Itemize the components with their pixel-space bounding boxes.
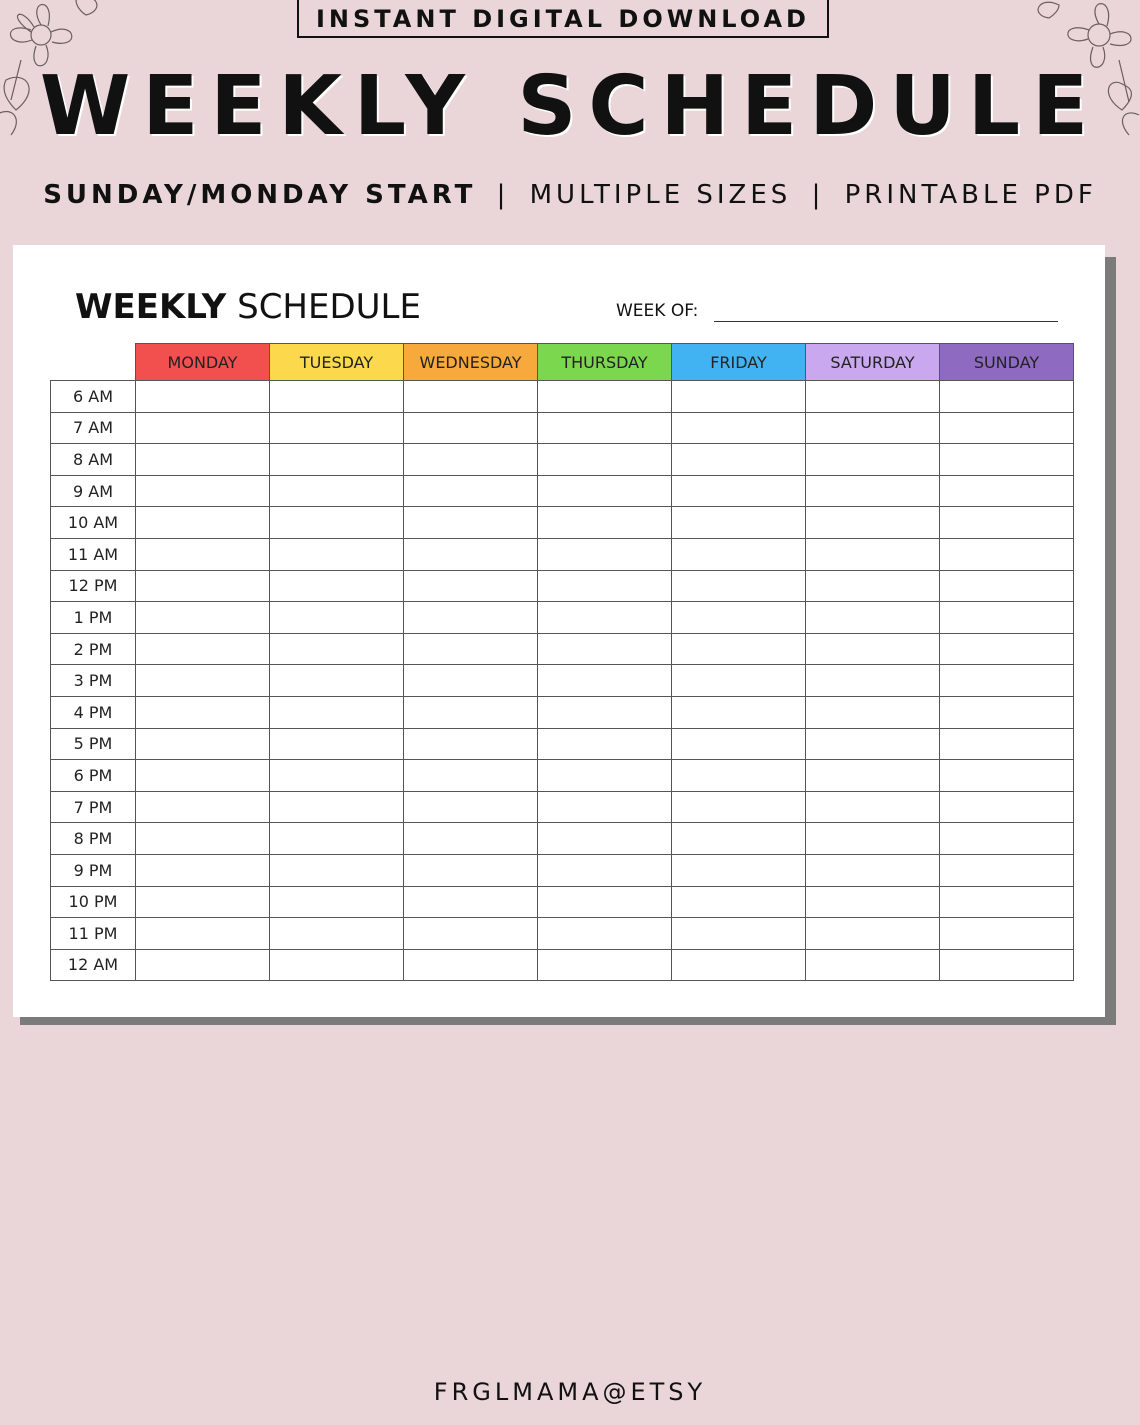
schedule-cell bbox=[404, 412, 538, 444]
schedule-cell bbox=[270, 538, 404, 570]
schedule-cell bbox=[270, 854, 404, 886]
schedule-cell bbox=[672, 538, 806, 570]
schedule-cell bbox=[538, 886, 672, 918]
schedule-cell bbox=[270, 823, 404, 855]
schedule-cell bbox=[940, 602, 1074, 634]
schedule-cell bbox=[940, 444, 1074, 476]
schedule-cell bbox=[270, 886, 404, 918]
schedule-cell bbox=[404, 381, 538, 413]
schedule-cell bbox=[672, 918, 806, 950]
schedule-cell bbox=[136, 507, 270, 539]
day-header-row bbox=[51, 344, 1074, 381]
schedule-cell bbox=[672, 854, 806, 886]
schedule-cell bbox=[940, 381, 1074, 413]
time-row bbox=[51, 760, 1074, 792]
schedule-cell bbox=[806, 633, 940, 665]
schedule-cell bbox=[672, 602, 806, 634]
schedule-grid bbox=[50, 343, 1074, 981]
time-row bbox=[51, 886, 1074, 918]
time-row bbox=[51, 728, 1074, 760]
schedule-cell bbox=[940, 760, 1074, 792]
time-label: 12 PM bbox=[51, 570, 136, 602]
schedule-cell bbox=[404, 791, 538, 823]
schedule-cell bbox=[538, 918, 672, 950]
schedule-cell bbox=[270, 602, 404, 634]
schedule-cell bbox=[538, 381, 672, 413]
schedule-cell bbox=[806, 538, 940, 570]
schedule-cell bbox=[806, 854, 940, 886]
schedule-cell bbox=[538, 854, 672, 886]
schedule-cell bbox=[136, 570, 270, 602]
schedule-cell bbox=[270, 949, 404, 981]
time-label: 5 PM bbox=[51, 728, 136, 760]
schedule-cell bbox=[270, 475, 404, 507]
schedule-cell bbox=[538, 823, 672, 855]
schedule-cell bbox=[672, 507, 806, 539]
schedule-cell bbox=[940, 665, 1074, 697]
time-row bbox=[51, 570, 1074, 602]
schedule-cell bbox=[940, 918, 1074, 950]
time-label: 9 AM bbox=[51, 475, 136, 507]
schedule-cell bbox=[940, 728, 1074, 760]
time-row bbox=[51, 475, 1074, 507]
schedule-cell bbox=[404, 854, 538, 886]
schedule-cell bbox=[806, 381, 940, 413]
week-of-label: WEEK OF: bbox=[616, 301, 699, 321]
schedule-cell bbox=[270, 696, 404, 728]
schedule-cell bbox=[806, 918, 940, 950]
schedule-cell bbox=[806, 886, 940, 918]
schedule-cell bbox=[806, 665, 940, 697]
schedule-cell bbox=[538, 633, 672, 665]
schedule-cell bbox=[538, 728, 672, 760]
schedule-cell bbox=[806, 444, 940, 476]
schedule-cell bbox=[672, 570, 806, 602]
schedule-grid-body bbox=[51, 381, 1074, 981]
schedule-cell bbox=[672, 444, 806, 476]
schedule-cell bbox=[806, 949, 940, 981]
schedule-cell bbox=[136, 886, 270, 918]
time-label: 8 PM bbox=[51, 823, 136, 855]
schedule-sheet bbox=[13, 245, 1105, 1017]
week-of-line bbox=[714, 321, 1058, 322]
schedule-cell bbox=[940, 886, 1074, 918]
schedule-cell bbox=[672, 949, 806, 981]
schedule-cell bbox=[538, 570, 672, 602]
time-row bbox=[51, 791, 1074, 823]
time-row bbox=[51, 507, 1074, 539]
time-row bbox=[51, 918, 1074, 950]
subtitle-format: PRINTABLE PDF bbox=[844, 180, 1097, 210]
schedule-cell bbox=[538, 475, 672, 507]
schedule-cell bbox=[538, 696, 672, 728]
schedule-cell bbox=[404, 538, 538, 570]
schedule-cell bbox=[806, 412, 940, 444]
schedule-cell bbox=[672, 886, 806, 918]
day-header-monday: MONDAY bbox=[136, 344, 270, 381]
schedule-cell bbox=[270, 570, 404, 602]
schedule-cell bbox=[806, 791, 940, 823]
schedule-cell bbox=[404, 696, 538, 728]
schedule-cell bbox=[136, 854, 270, 886]
schedule-cell bbox=[404, 665, 538, 697]
time-row bbox=[51, 665, 1074, 697]
schedule-cell bbox=[940, 823, 1074, 855]
banner-text: INSTANT DIGITAL DOWNLOAD bbox=[316, 5, 810, 33]
schedule-cell bbox=[806, 602, 940, 634]
time-label: 12 AM bbox=[51, 949, 136, 981]
schedule-cell bbox=[940, 412, 1074, 444]
time-row bbox=[51, 854, 1074, 886]
schedule-cell bbox=[404, 823, 538, 855]
time-row bbox=[51, 949, 1074, 981]
schedule-cell bbox=[538, 507, 672, 539]
schedule-cell bbox=[270, 918, 404, 950]
schedule-cell bbox=[940, 570, 1074, 602]
time-label: 10 PM bbox=[51, 886, 136, 918]
schedule-cell bbox=[538, 949, 672, 981]
time-label: 7 PM bbox=[51, 791, 136, 823]
schedule-cell bbox=[806, 696, 940, 728]
sheet-title-bold: WEEKLY bbox=[75, 287, 227, 327]
schedule-cell bbox=[672, 665, 806, 697]
time-row bbox=[51, 381, 1074, 413]
schedule-cell bbox=[270, 507, 404, 539]
time-label: 11 PM bbox=[51, 918, 136, 950]
time-label: 6 AM bbox=[51, 381, 136, 413]
sheet-title bbox=[75, 285, 421, 329]
schedule-cell bbox=[136, 538, 270, 570]
schedule-cell bbox=[672, 728, 806, 760]
schedule-cell bbox=[136, 823, 270, 855]
time-label: 1 PM bbox=[51, 602, 136, 634]
subtitle-separator: | bbox=[811, 180, 825, 210]
schedule-cell bbox=[538, 791, 672, 823]
schedule-cell bbox=[136, 665, 270, 697]
time-row bbox=[51, 602, 1074, 634]
schedule-cell bbox=[672, 633, 806, 665]
day-header-sunday: SUNDAY bbox=[940, 344, 1074, 381]
schedule-cell bbox=[136, 918, 270, 950]
schedule-cell bbox=[404, 949, 538, 981]
schedule-cell bbox=[136, 728, 270, 760]
time-label: 6 PM bbox=[51, 760, 136, 792]
schedule-cell bbox=[940, 791, 1074, 823]
subtitle-line bbox=[0, 180, 1140, 210]
time-label: 4 PM bbox=[51, 696, 136, 728]
time-row bbox=[51, 633, 1074, 665]
schedule-cell bbox=[136, 602, 270, 634]
time-row bbox=[51, 538, 1074, 570]
day-header-saturday: SATURDAY bbox=[806, 344, 940, 381]
schedule-cell bbox=[136, 696, 270, 728]
schedule-cell bbox=[538, 412, 672, 444]
schedule-cell bbox=[404, 602, 538, 634]
schedule-cell bbox=[136, 381, 270, 413]
schedule-cell bbox=[940, 633, 1074, 665]
schedule-cell bbox=[806, 507, 940, 539]
day-header-tuesday: TUESDAY bbox=[270, 344, 404, 381]
schedule-cell bbox=[136, 444, 270, 476]
schedule-cell bbox=[672, 823, 806, 855]
time-label: 10 AM bbox=[51, 507, 136, 539]
schedule-cell bbox=[940, 854, 1074, 886]
schedule-cell bbox=[806, 760, 940, 792]
schedule-cell bbox=[404, 728, 538, 760]
schedule-cell bbox=[672, 412, 806, 444]
day-header-friday: FRIDAY bbox=[672, 344, 806, 381]
subtitle-sizes: MULTIPLE SIZES bbox=[529, 180, 792, 210]
schedule-cell bbox=[806, 823, 940, 855]
schedule-cell bbox=[538, 538, 672, 570]
schedule-cell bbox=[538, 444, 672, 476]
schedule-cell bbox=[270, 444, 404, 476]
schedule-cell bbox=[538, 665, 672, 697]
schedule-cell bbox=[538, 602, 672, 634]
schedule-cell bbox=[136, 412, 270, 444]
schedule-cell bbox=[136, 791, 270, 823]
schedule-cell bbox=[672, 760, 806, 792]
schedule-cell bbox=[404, 760, 538, 792]
schedule-cell bbox=[136, 760, 270, 792]
schedule-cell bbox=[672, 475, 806, 507]
schedule-cell bbox=[136, 633, 270, 665]
schedule-cell bbox=[136, 949, 270, 981]
schedule-cell bbox=[404, 918, 538, 950]
hero-title: WEEKLY SCHEDULE bbox=[39, 59, 1101, 154]
schedule-cell bbox=[672, 381, 806, 413]
subtitle-start-option: SUNDAY/MONDAY START bbox=[43, 180, 477, 210]
schedule-cell bbox=[136, 475, 270, 507]
schedule-cell bbox=[270, 412, 404, 444]
schedule-cell bbox=[270, 381, 404, 413]
time-label: 8 AM bbox=[51, 444, 136, 476]
schedule-cell bbox=[806, 570, 940, 602]
time-label: 7 AM bbox=[51, 412, 136, 444]
day-header-wednesday: WEDNESDAY bbox=[404, 344, 538, 381]
schedule-cell bbox=[806, 475, 940, 507]
schedule-cell bbox=[404, 886, 538, 918]
time-row bbox=[51, 823, 1074, 855]
schedule-cell bbox=[940, 538, 1074, 570]
schedule-cell bbox=[672, 696, 806, 728]
schedule-cell bbox=[404, 633, 538, 665]
footer-credit: FRGLMAMA@ETSY bbox=[433, 1378, 707, 1406]
time-label: 2 PM bbox=[51, 633, 136, 665]
schedule-cell bbox=[806, 728, 940, 760]
schedule-cell bbox=[270, 791, 404, 823]
time-row bbox=[51, 412, 1074, 444]
time-label: 3 PM bbox=[51, 665, 136, 697]
sheet-title-light: SCHEDULE bbox=[237, 287, 421, 327]
schedule-cell bbox=[672, 791, 806, 823]
schedule-cell bbox=[404, 570, 538, 602]
grid-corner bbox=[51, 344, 136, 381]
subtitle-separator: | bbox=[496, 180, 510, 210]
time-row bbox=[51, 444, 1074, 476]
time-label: 11 AM bbox=[51, 538, 136, 570]
instant-download-banner bbox=[297, 0, 829, 38]
schedule-cell bbox=[270, 728, 404, 760]
time-row bbox=[51, 696, 1074, 728]
schedule-cell bbox=[404, 444, 538, 476]
schedule-cell bbox=[940, 507, 1074, 539]
day-header-thursday: THURSDAY bbox=[538, 344, 672, 381]
schedule-cell bbox=[270, 760, 404, 792]
schedule-cell bbox=[940, 949, 1074, 981]
schedule-cell bbox=[404, 507, 538, 539]
schedule-cell bbox=[940, 475, 1074, 507]
schedule-cell bbox=[270, 665, 404, 697]
time-label: 9 PM bbox=[51, 854, 136, 886]
schedule-cell bbox=[538, 760, 672, 792]
schedule-cell bbox=[270, 633, 404, 665]
schedule-cell bbox=[404, 475, 538, 507]
schedule-cell bbox=[940, 696, 1074, 728]
